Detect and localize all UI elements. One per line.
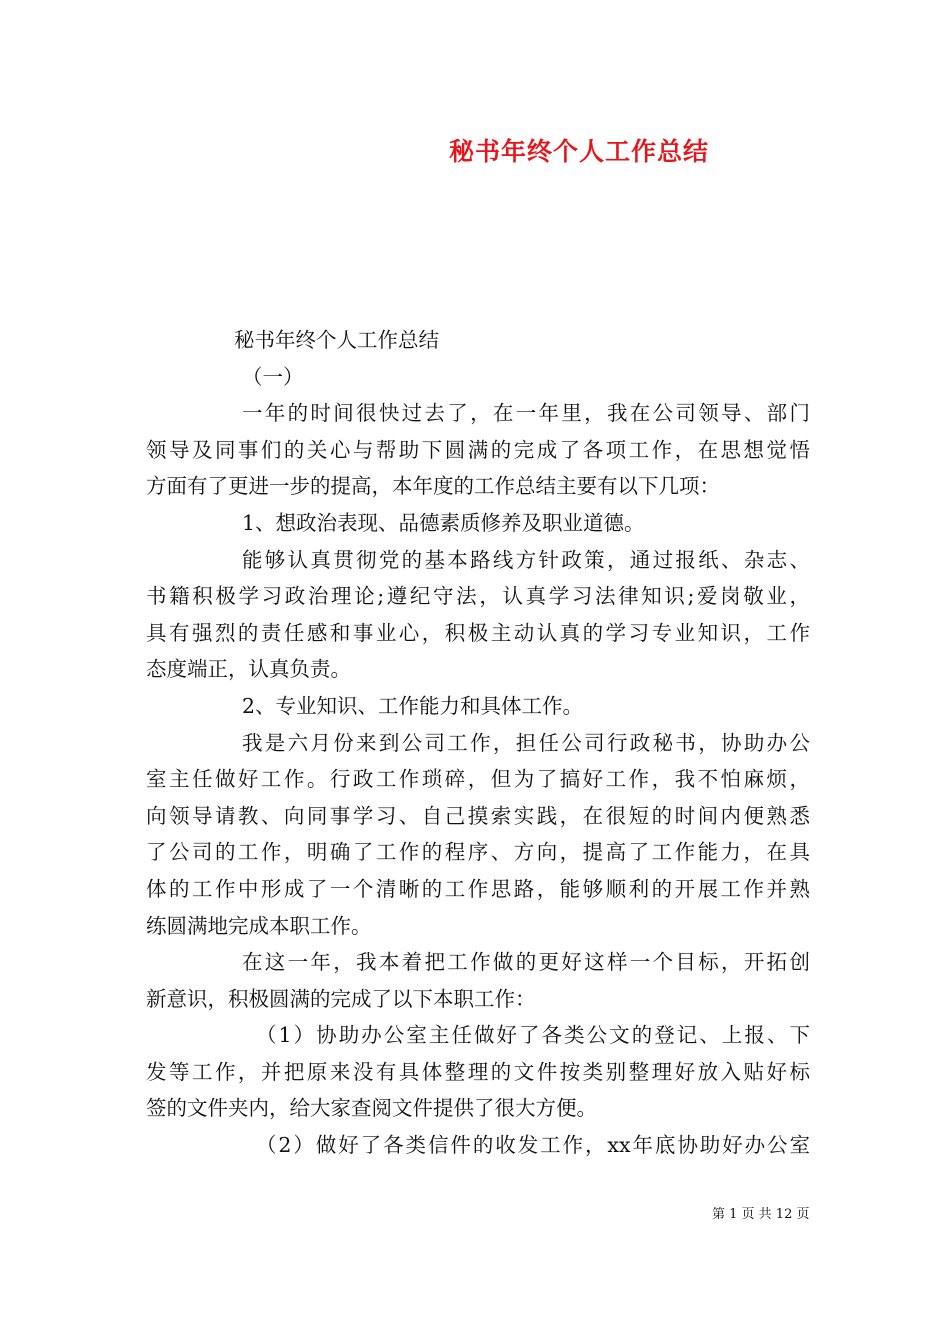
paragraph-line: 我是六月份来到公司工作，担任公司行政秘书，协助办公	[242, 730, 810, 755]
paragraph-line: 方面有了更进一步的提高，本年度的工作总结主要有以下几项：	[146, 474, 720, 499]
paragraph-line: 向领导请教、向同事学习、自己摸索实践，在很短的时间内便熟悉	[146, 803, 810, 828]
paragraph-line: 能够认真贯彻党的基本路线方针政策，通过报纸、杂志、	[242, 547, 810, 572]
list-item-line: （2）做好了各类信件的收发工作，xx年底协助好办公室	[256, 1133, 810, 1158]
body-heading: 秘书年终个人工作总结	[234, 328, 439, 352]
paragraph-line: 练圆满地完成本职工作。	[146, 913, 372, 938]
paragraph-line: 室主任做好工作。行政工作琐碎，但为了搞好工作，我不怕麻烦，	[146, 767, 810, 792]
list-item-line: 签的文件夹内，给大家查阅文件提供了很大方便。	[146, 1096, 597, 1121]
document-title: 秘书年终个人工作总结	[449, 137, 710, 166]
list-item-line: 发等工作，并把原来没有具体整理的文件按类别整理好放入贴好标	[146, 1059, 810, 1084]
paragraph-line: 新意识，积极圆满的完成了以下本职工作：	[146, 986, 536, 1011]
paragraph-line: 具有强烈的责任感和事业心，积极主动认真的学习专业知识，工作	[146, 620, 810, 645]
list-item-line: （1）协助办公室主任做好了各类公文的登记、上报、下	[256, 1023, 810, 1048]
paragraph-line: 领导及同事们的关心与帮助下圆满的完成了各项工作，在思想觉悟	[146, 437, 810, 462]
subheading: 2、专业知识、工作能力和具体工作。	[242, 693, 584, 718]
section-number: （一）	[242, 364, 304, 389]
paragraph-line: 态度端正，认真负责。	[146, 657, 351, 682]
document-body	[146, 322, 810, 1164]
paragraph-line: 体的工作中形成了一个清晰的工作思路，能够顺利的开展工作并熟	[146, 876, 810, 901]
paragraph-line: 在这一年，我本着把工作做的更好这样一个目标，开拓创	[242, 950, 810, 975]
subheading: 1、想政治表现、品德素质修养及职业道德。	[242, 510, 645, 535]
paragraph-line: 一年的时间很快过去了，在一年里，我在公司领导、部门	[242, 401, 810, 426]
paragraph-line: 了公司的工作，明确了工作的程序、方向，提高了工作能力，在具	[146, 840, 810, 865]
paragraph-line: 书籍积极学习政治理论;遵纪守法，认真学习法律知识;爱岗敬业，	[146, 584, 810, 609]
page-number-footer: 第 1 页 共 12 页	[712, 1207, 810, 1222]
